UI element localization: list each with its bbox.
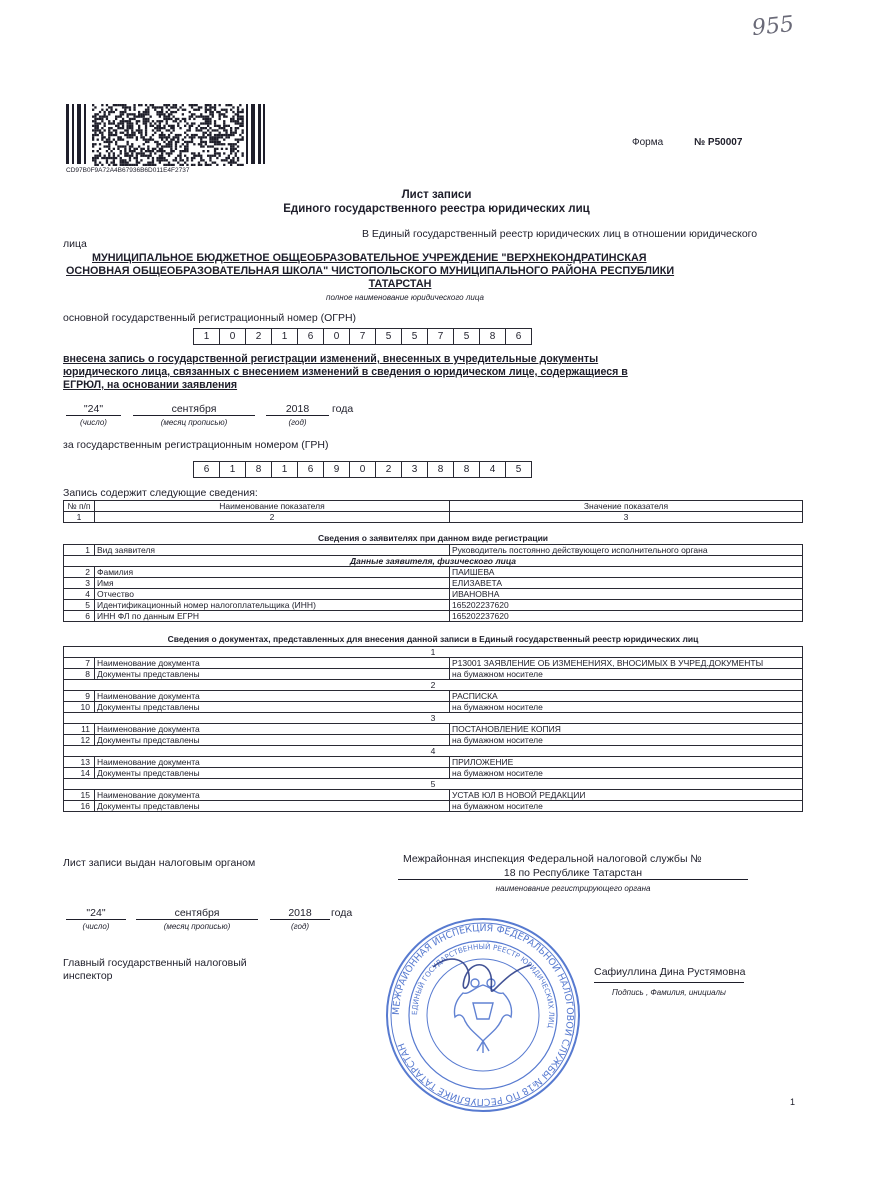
- seal-graphic: [383, 915, 583, 1115]
- col-value-index: 3: [450, 512, 803, 523]
- row-name: Вид заявителя: [95, 545, 450, 556]
- col-value-header: Значение показателя: [450, 501, 803, 512]
- eagle-emblem: [454, 979, 511, 1053]
- table-row: [64, 611, 803, 622]
- row-value: ПОСТАНОВЛЕНИЕ КОПИЯ: [450, 724, 803, 735]
- grn-digit: 1: [271, 461, 297, 478]
- date1-year-suffix: года: [332, 403, 354, 415]
- form-number: № Р50007: [694, 137, 743, 148]
- row-value: УСТАВ ЮЛ В НОВОЙ РЕДАКЦИИ: [450, 790, 803, 801]
- date1-cap-year: (год): [288, 418, 307, 427]
- ogrn-digit: 5: [401, 328, 427, 345]
- table-row: [64, 567, 803, 578]
- entity-name-line3: ТАТАРСТАН: [368, 278, 432, 290]
- ogrn-digit: 5: [375, 328, 401, 345]
- grn-digit: 8: [453, 461, 479, 478]
- ogrn-cells: [193, 328, 532, 345]
- date2-year-suffix: года: [331, 907, 353, 919]
- doc-title: Лист записи: [401, 189, 472, 201]
- row-number: 2: [64, 567, 95, 578]
- barcode-code: CD97B0F9A72A4B67936B6D011E4F2737: [66, 167, 190, 174]
- intro-text: В Единый государственный реестр юридических лиц в отношении юридического: [362, 228, 758, 240]
- row-number: 1: [64, 545, 95, 556]
- table-row: [64, 768, 803, 779]
- header-table: [63, 500, 803, 523]
- ogrn-digit: 0: [323, 328, 349, 345]
- ogrn-digit: 7: [427, 328, 453, 345]
- authority-line2: 18 по Республике Татарстан: [398, 867, 748, 880]
- issued-label: Лист записи выдан налоговым органом: [63, 857, 256, 869]
- group-header-row: [64, 647, 803, 658]
- ogrn-digit: 2: [245, 328, 271, 345]
- row-name: Наименование документа: [95, 691, 450, 702]
- applicants-table: [63, 544, 803, 622]
- group-header-row: [64, 746, 803, 757]
- row-value: на бумажном носителе: [450, 702, 803, 713]
- row-name: Документы представлены: [95, 702, 450, 713]
- table-row: [64, 578, 803, 589]
- group-number: 3: [64, 713, 803, 724]
- grn-digit: 2: [375, 461, 401, 478]
- ogrn-digit: 6: [297, 328, 323, 345]
- documents-table: [63, 646, 803, 812]
- row-value: 165202237620: [450, 600, 803, 611]
- table-row: [64, 702, 803, 713]
- authority-line1: Межрайонная инспекция Федеральной налоговой службы №: [403, 853, 702, 865]
- official-seal: [383, 915, 583, 1115]
- table-row: [64, 735, 803, 746]
- row-number: 15: [64, 790, 95, 801]
- table-row: [64, 669, 803, 680]
- group-number: 1: [64, 647, 803, 658]
- row-number: 7: [64, 658, 95, 669]
- row-number: 4: [64, 589, 95, 600]
- ogrn-digit: 1: [271, 328, 297, 345]
- date2-cap-month: (месяц прописью): [163, 922, 231, 931]
- grn-digit: 8: [245, 461, 271, 478]
- row-name: Наименование документа: [95, 724, 450, 735]
- row-name: Документы представлены: [95, 735, 450, 746]
- table-row: [64, 589, 803, 600]
- row-number: 16: [64, 801, 95, 812]
- date2-cap-year: (год): [290, 922, 310, 931]
- table-row: [64, 757, 803, 768]
- row-name: Отчество: [95, 589, 450, 600]
- row-name: ИНН ФЛ по данным ЕГРН: [95, 611, 450, 622]
- applicants-title: Сведения о заявителях при данном виде регистрации: [317, 533, 549, 543]
- row-number: 3: [64, 578, 95, 589]
- svg-text:МЕЖРАЙОННАЯ ИНСПЕКЦИЯ ФЕДЕРАЛЬ: МЕЖРАЙОННАЯ ИНСПЕКЦИЯ ФЕДЕРАЛЬНОЙ НАЛОГОВОЙ СЛУЖБЫ №18 ПО РЕСПУБЛИКЕ ТАТАРСТАН: [390, 922, 576, 1108]
- form-label: Форма: [632, 137, 664, 148]
- row-number: 11: [64, 724, 95, 735]
- ogrn-digit: 0: [219, 328, 245, 345]
- inspector-name: Сафиуллина Дина Рустямовна: [594, 966, 746, 978]
- col-name-index: 2: [95, 512, 450, 523]
- page-number: 1: [790, 1097, 796, 1107]
- row-name: Документы представлены: [95, 768, 450, 779]
- ogrn-label: основной государственный регистрационный номер (ОГРН): [63, 312, 357, 324]
- date2-cap-day: (число): [82, 922, 110, 931]
- contains-label: Запись содержит следующие сведения:: [63, 487, 258, 499]
- grn-digit: 8: [427, 461, 453, 478]
- date2-month: сентября: [136, 907, 258, 920]
- row-value: на бумажном носителе: [450, 669, 803, 680]
- row-number: 8: [64, 669, 95, 680]
- table-row: [64, 691, 803, 702]
- row-value: ПАИШЕВА: [450, 567, 803, 578]
- row-number: 14: [64, 768, 95, 779]
- barcode: [66, 104, 266, 166]
- row-value: на бумажном носителе: [450, 801, 803, 812]
- grn-cells: [193, 461, 532, 478]
- ogrn-digit: 5: [453, 328, 479, 345]
- group-header-row: [64, 680, 803, 691]
- grn-digit: 3: [401, 461, 427, 478]
- table-row: [64, 724, 803, 735]
- grn-label: за государственным регистрационным номером (ГРН): [63, 439, 329, 451]
- date1-day: "24": [66, 403, 121, 416]
- grn-digit: 4: [479, 461, 505, 478]
- grn-digit: 9: [323, 461, 349, 478]
- table-row: [64, 790, 803, 801]
- group-header-row: [64, 779, 803, 790]
- date1-cap-day: (число): [80, 418, 107, 427]
- row-value: ПРИЛОЖЕНИЕ: [450, 757, 803, 768]
- grn-digit: 0: [349, 461, 375, 478]
- row-name: Наименование документа: [95, 790, 450, 801]
- inspector-title-line1: Главный государственный налоговый: [63, 957, 247, 969]
- group-number: 4: [64, 746, 803, 757]
- group-number: 5: [64, 779, 803, 790]
- table-row: [64, 501, 803, 512]
- document-rows: [64, 647, 803, 812]
- inspector-title-line2: инспектор: [63, 970, 113, 982]
- group-number: 2: [64, 680, 803, 691]
- applicant-rows: [64, 567, 803, 622]
- row-value: РАСПИСКА: [450, 691, 803, 702]
- documents-title: Сведения о документах, представленных для внесения данной записи в Единый государственный реестр юридических лиц: [167, 634, 699, 644]
- row-name: Наименование документа: [95, 658, 450, 669]
- row-number: 5: [64, 600, 95, 611]
- row-value: Руководитель постоянно действующего исполнительного органа: [450, 545, 803, 556]
- signature-line: [594, 981, 744, 983]
- row-number: 13: [64, 757, 95, 768]
- svg-text:ЕДИНЫЙ ГОСУДАРСТВЕННЫЙ РЕЕСТР: ЕДИНЫЙ ГОСУДАРСТВЕННЫЙ РЕЕСТР ЮРИДИЧЕСКИХ ЛИЦ: [409, 941, 557, 1029]
- grn-digit: 1: [219, 461, 245, 478]
- row-value: на бумажном носителе: [450, 768, 803, 779]
- grn-digit: 5: [505, 461, 532, 478]
- ogrn-digit: 7: [349, 328, 375, 345]
- table-row: [64, 556, 803, 567]
- signature-scribble: [433, 959, 531, 991]
- row-value: 165202237620: [450, 611, 803, 622]
- row-number: 9: [64, 691, 95, 702]
- row-name: Фамилия: [95, 567, 450, 578]
- row-number: 10: [64, 702, 95, 713]
- date1-year: 2018: [266, 403, 329, 416]
- row-name: Документы представлены: [95, 669, 450, 680]
- col-number-index: 1: [64, 512, 95, 523]
- table-row: [64, 600, 803, 611]
- group-header-row: [64, 713, 803, 724]
- row-name: Документы представлены: [95, 801, 450, 812]
- entity-name-line1: МУНИЦИПАЛЬНОЕ БЮДЖЕТНОЕ ОБЩЕОБРАЗОВАТЕЛЬНОЕ УЧРЕЖДЕНИЕ "ВЕРХНЕКОНДРАТИНСКАЯ: [92, 252, 647, 264]
- entity-name-line2: ОСНОВНАЯ ОБЩЕОБРАЗОВАТЕЛЬНАЯ ШКОЛА" ЧИСТОПОЛЬСКОГО МУНИЦИПАЛЬНОГО РАЙОНА РЕСПУБЛИКИ: [66, 265, 675, 277]
- row-name: Имя: [95, 578, 450, 589]
- applicants-subtitle: Данные заявителя, физического лица: [64, 556, 803, 567]
- date2-year: 2018: [270, 907, 330, 920]
- date2-day: "24": [66, 907, 126, 920]
- ogrn-digit: 1: [193, 328, 219, 345]
- barcode-graphic: [66, 104, 266, 166]
- doc-subtitle: Единого государственного реестра юридических лиц: [283, 203, 590, 215]
- table-row: [64, 512, 803, 523]
- date1-month: сентября: [133, 403, 255, 416]
- table-row: [64, 658, 803, 669]
- row-value: на бумажном носителе: [450, 735, 803, 746]
- row-value: ЕЛИЗАВЕТА: [450, 578, 803, 589]
- entry-line1: внесена запись о государственной регистрации изменений, внесенных в учредительные документы: [63, 353, 599, 365]
- ogrn-digit: 8: [479, 328, 505, 345]
- row-value: Р13001 ЗАЯВЛЕНИЕ ОБ ИЗМЕНЕНИЯХ, ВНОСИМЫХ В УЧРЕД.ДОКУМЕНТЫ: [450, 658, 803, 669]
- table-row: [64, 545, 803, 556]
- ogrn-digit: 6: [505, 328, 532, 345]
- grn-digit: 6: [297, 461, 323, 478]
- row-number: 6: [64, 611, 95, 622]
- table-row: [64, 801, 803, 812]
- col-number-header: № п/п: [64, 501, 95, 512]
- signature-caption: Подпись , Фамилия, инициалы: [612, 988, 726, 997]
- grn-digit: 6: [193, 461, 219, 478]
- row-name: Наименование документа: [95, 757, 450, 768]
- intro-continuation: лица: [63, 238, 87, 250]
- date1-cap-month: (месяц прописью): [160, 418, 228, 427]
- entry-line2: юридического лица, связанных с внесением изменений в сведения о юридическом лице, содержащиеся в: [63, 366, 628, 378]
- row-value: ИВАНОВНА: [450, 589, 803, 600]
- entity-name-caption: полное наименование юридического лица: [326, 293, 484, 302]
- entry-line3: ЕГРЮЛ, на основании заявления: [63, 379, 238, 391]
- row-number: 12: [64, 735, 95, 746]
- handwritten-number: 955: [750, 11, 796, 42]
- authority-caption: наименование регистрирующего органа: [495, 884, 651, 893]
- row-name: Идентификационный номер налогоплательщика (ИНН): [95, 600, 450, 611]
- col-name-header: Наименование показателя: [95, 501, 450, 512]
